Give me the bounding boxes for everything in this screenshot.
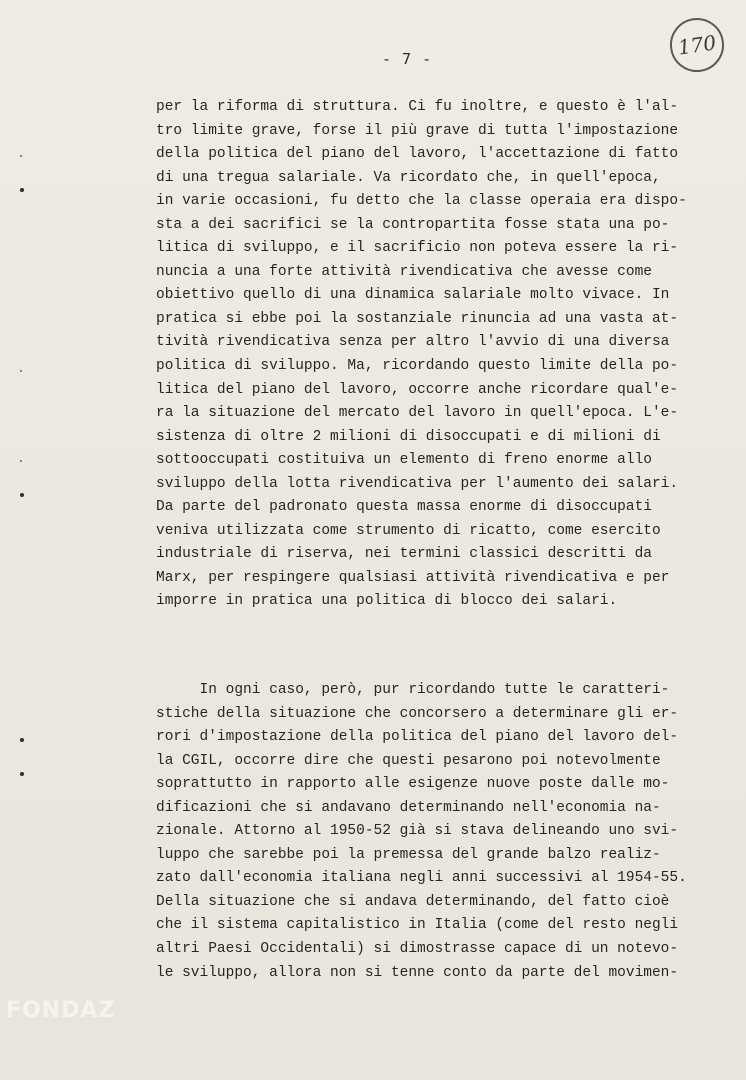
paragraph-1: per la riforma di struttura. Ci fu inoltre, e questo è l'al- tro limite grave, forse il più grave di tutta l'impostazione della politica del piano del lavoro, l'accettazione di fatto di una tregua salariale. Va ricordato che, in quell'epoca, in varie occasioni, fu detto che la classe operaia era dispo- sta a dei sacrifici se la contropartita fosse stata una po- litica di sviluppo, e il sacrificio non poteva essere la ri- nuncia a una forte attività rivendicativa che avesse come obiettivo quello di una dinamica salariale molto vivace. In pratica si ebbe poi la sostanziale rinuncia ad una vasta at- tività rivendicativa senza per altro l'avvio di una diversa politica di sviluppo. Ma, ricordando questo limite della po- litica del piano del lavoro, occorre anche ricordare qual'e- ra la situazione del mercato del lavoro in quell'epoca. L'e- sistenza di oltre 2 milioni di disoccupati e di milioni di sottooccupati costituiva un elemento di freno enorme allo sviluppo della lotta rivendicativa per l'aumento dei salari. Da parte del padronato questa massa enorme di disoccupati veniva utilizzata come strumento di ricatto, come esercito industriale di riserva, nei termini classici descritti da Marx, per respingere qualsiasi attività rivendicativa e per imporre in pratica una politica di blocco dei salari. xyxy=(156,99,687,610)
margin-hole-mark xyxy=(20,370,22,372)
margin-hole-mark xyxy=(20,493,24,497)
archive-stamp-number: 170 xyxy=(676,30,718,60)
page-number: - 7 - xyxy=(382,50,433,68)
archive-page-stamp xyxy=(667,15,728,76)
margin-hole-mark xyxy=(20,738,24,742)
margin-hole-mark xyxy=(20,155,22,157)
margin-hole-mark xyxy=(20,772,24,776)
margin-hole-mark xyxy=(20,460,22,462)
paragraph-2: In ogni caso, però, pur ricordando tutte le caratteri- stiche della situazione che concorsero a determinare gli er- rori d'impostazione della politica del piano del lavoro del- la CGIL, occorre dire che questi pesarono poi notevolmente soprattutto in rapporto alle esigenze nuove poste dalle mo- dificazioni che si andavano determinando nell'economia na- zionale. Attorno al 1950-52 già si stava delineando uno svi- luppo che sarebbe poi la premessa del grande balzo realiz- zato dall'economia italiana negli anni successivi al 1954-55. Della situazione che si andava determinando, del fatto cioè che il sistema capitalistico in Italia (come del resto negli altri Paesi Occidentali) si dimostrasse capace di un notevo- le sviluppo, allora non si tenne conto da parte del movimen- xyxy=(156,682,687,981)
margin-hole-mark xyxy=(20,188,24,192)
archive-watermark: FONDAZ xyxy=(6,998,116,1023)
